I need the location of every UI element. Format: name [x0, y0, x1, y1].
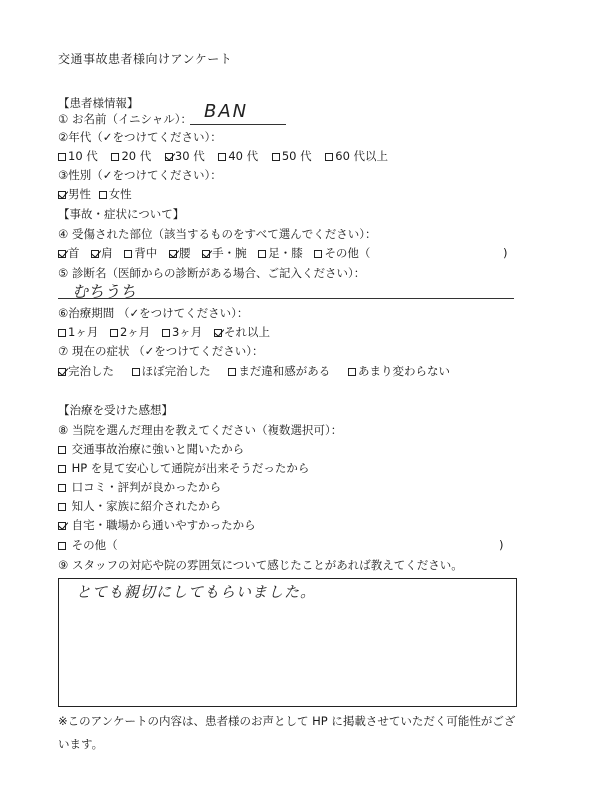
- checkbox-icon[interactable]: [110, 329, 118, 337]
- checkbox-icon[interactable]: [58, 153, 66, 161]
- checkbox-icon[interactable]: [132, 368, 140, 376]
- q8-option-convenient-location[interactable]: 自宅・職場から通いやすかったから: [58, 518, 256, 532]
- q8-option-reviews[interactable]: 口コミ・評判が良かったから: [58, 480, 221, 494]
- q4-label: ④ 受傷された部位（該当するものをすべて選んでください）：: [58, 227, 377, 241]
- checkbox-checked-icon[interactable]: [58, 191, 66, 199]
- checkbox-checked-icon[interactable]: [91, 250, 99, 258]
- q6-option-3-months[interactable]: 3ヶ月: [162, 325, 202, 339]
- checkbox-icon[interactable]: [272, 153, 280, 161]
- q8-option-referral[interactable]: 知人・家族に紹介されたから: [58, 499, 221, 513]
- q5-label: ⑤ 診断名（医師からの診断がある場合、ご記入ください）：: [58, 266, 366, 280]
- q6-option-1-month[interactable]: 1ヶ月: [58, 325, 98, 339]
- q6-options: [58, 325, 280, 339]
- q2-option-40s[interactable]: 40 代: [218, 149, 258, 163]
- checkbox-icon[interactable]: [218, 153, 226, 161]
- checkbox-icon[interactable]: [58, 484, 66, 492]
- q2-label: ②年代（✓をつけてください）：: [58, 130, 222, 144]
- q6-option-more[interactable]: それ以上: [214, 325, 270, 339]
- q2-option-10s[interactable]: 10 代: [58, 149, 98, 163]
- checkbox-checked-icon[interactable]: [58, 250, 66, 258]
- q4-option-neck[interactable]: 首: [58, 246, 80, 260]
- q7-option-no-change[interactable]: あまり変わらない: [348, 364, 450, 378]
- checkbox-icon[interactable]: [58, 503, 66, 511]
- q5-answer-diagnosis[interactable]: むちうち: [72, 282, 137, 301]
- checkbox-icon[interactable]: [228, 368, 236, 376]
- checkbox-icon[interactable]: [111, 153, 119, 161]
- q6-label: ⑥治療期間 （✓をつけてください）：: [58, 306, 249, 320]
- checkbox-icon[interactable]: [58, 542, 66, 550]
- q4-option-other[interactable]: その他（: [314, 246, 370, 260]
- q7-option-almost-healed[interactable]: ほぼ完治した: [132, 364, 211, 378]
- q2-option-30s[interactable]: 30 代: [165, 149, 205, 163]
- checkbox-icon[interactable]: [58, 465, 66, 473]
- q1-label: ① お名前（イニシャル）：: [58, 112, 193, 126]
- checkbox-icon[interactable]: [124, 250, 132, 258]
- checkbox-checked-icon[interactable]: [58, 368, 66, 376]
- checkbox-checked-icon[interactable]: [165, 153, 173, 161]
- q4-option-leg-knee[interactable]: 足・膝: [258, 246, 303, 260]
- q3-label: ③性別（✓をつけてください）：: [58, 168, 222, 182]
- q2-option-50s[interactable]: 50 代: [272, 149, 312, 163]
- checkbox-icon[interactable]: [162, 329, 170, 337]
- q7-option-still-discomfort[interactable]: まだ違和感がある: [228, 364, 330, 378]
- q2-options: [58, 149, 398, 163]
- q3-option-male[interactable]: 男性: [58, 187, 91, 201]
- section-heading-accident: 【事故・症状について】: [58, 207, 185, 221]
- q4-option-lower-back[interactable]: 腰: [169, 246, 191, 260]
- section-heading-impressions: 【治療を受けた感想】: [58, 403, 173, 417]
- q7-option-fully-healed[interactable]: 完治した: [58, 364, 114, 378]
- q1-answer-underline: [190, 124, 286, 125]
- checkbox-icon[interactable]: [58, 329, 66, 337]
- q8-option-strong-in-traffic-injury[interactable]: 交通事故治療に強いと聞いたから: [58, 442, 244, 456]
- q4-option-hand-arm[interactable]: 手・腕: [202, 246, 247, 260]
- checkbox-icon[interactable]: [325, 153, 333, 161]
- q2-option-20s[interactable]: 20 代: [111, 149, 151, 163]
- checkbox-checked-icon[interactable]: [58, 522, 66, 530]
- q5-answer-underline: [58, 298, 514, 299]
- checkbox-icon[interactable]: [99, 191, 107, 199]
- checkbox-checked-icon[interactable]: [214, 329, 222, 337]
- q4-option-shoulder[interactable]: 肩: [91, 246, 113, 260]
- q1-answer-initials[interactable]: BAN: [204, 101, 249, 122]
- q9-label: ⑨ スタッフの対応や院の雰囲気について感じたことがあれば教えてください。: [58, 558, 463, 572]
- q4-option-back[interactable]: 背中: [124, 246, 157, 260]
- q9-answer-comment[interactable]: とても親切にしてもらいました。: [76, 583, 317, 601]
- q3-option-female[interactable]: 女性: [99, 187, 132, 201]
- checkbox-icon[interactable]: [258, 250, 266, 258]
- q3-options: [58, 187, 142, 201]
- q8-option-website[interactable]: HP を見て安心して通院が出来そうだったから: [58, 461, 309, 475]
- checkbox-icon[interactable]: [58, 446, 66, 454]
- q2-option-60s-plus[interactable]: 60 代以上: [325, 149, 388, 163]
- q8-option-other[interactable]: その他（: [58, 538, 118, 552]
- checkbox-checked-icon[interactable]: [169, 250, 177, 258]
- footer-note-line-1: ※このアンケートの内容は、患者様のお声として HP に掲載させていただく可能性がござ: [58, 714, 516, 728]
- checkbox-checked-icon[interactable]: [202, 250, 210, 258]
- checkbox-icon[interactable]: [348, 368, 356, 376]
- q8-other-close-paren: ): [499, 538, 504, 552]
- footer-note-line-2: います。: [58, 737, 104, 751]
- section-heading-patient-info: 【患者様情報】: [58, 96, 139, 110]
- q4-options: [58, 246, 380, 260]
- checkbox-icon[interactable]: [314, 250, 322, 258]
- q8-label: ⑧ 当院を選んだ理由を教えてください（複数選択可）：: [58, 423, 343, 437]
- q6-option-2-months[interactable]: 2ヶ月: [110, 325, 150, 339]
- q7-label: ⑦ 現在の症状 （✓をつけてください）：: [58, 344, 264, 358]
- q4-other-close-paren: ): [503, 246, 508, 260]
- q7-options: [58, 364, 460, 378]
- page-title: 交通事故患者様向けアンケート: [58, 52, 233, 66]
